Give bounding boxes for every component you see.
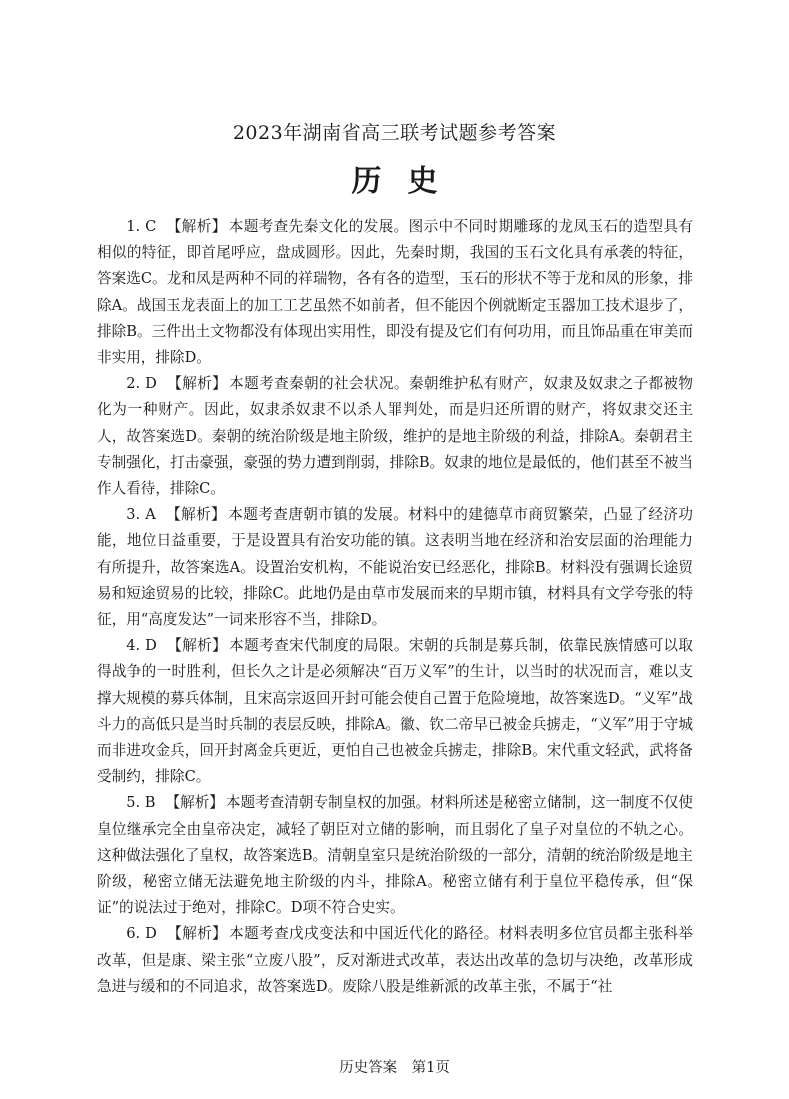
answer-choice: D (145, 375, 157, 393)
question-number: 6. (126, 925, 141, 943)
answer-item-4 (97, 633, 693, 790)
question-number: 1. (126, 218, 141, 235)
answer-item-5 (97, 790, 693, 921)
question-number: 3. (126, 506, 141, 524)
page-footer: 历史答案 第1页 (339, 1060, 450, 1076)
analysis-tag: 【解析】 (166, 637, 228, 655)
answer-choice: C (145, 218, 157, 235)
question-number: 5. (126, 794, 141, 812)
analysis-text: 本题考查秦朝的社会状况。秦朝维护私有财产，奴隶及奴隶之子都被物化为一种财产。因此，奴隶杀奴隶不以杀人罪判处，而是归还所谓的财产，将奴隶交还主人，故答案选D。秦朝的统治阶级是地主阶级，维护的是地主阶级的利益，排除A。秦朝君主专制强化，打击豪强，豪强的势力遭到削弱，排除B。奴隶的地位是最低的，他们甚至不被当作人看待，排除C。 (97, 375, 693, 498)
analysis-text: 本题考查清朝专制皇权的加强。材料所述是秘密立储制，这一制度不仅使皇位继承完全由皇帝决定，减轻了朝臣对立储的影响，而且弱化了皇子对皇位的不轨之心。这种做法强化了皇权，故答案选B。清朝皇室只是统治阶级的一部分，清朝的统治阶级是地主阶级，秘密立储无法避免地主阶级的内斗，排除A。秘密立储有利于皇位平稳传承，但“保证”的说法过于绝对，排除C。D项不符合史实。 (97, 794, 693, 917)
answer-item-3 (97, 502, 693, 633)
question-number: 2. (126, 375, 141, 393)
page-title: 2023年湖南省高三联考试题参考答案 (232, 122, 557, 144)
answer-item-1 (97, 214, 693, 371)
analysis-tag: 【解析】 (166, 218, 227, 235)
answer-choice: A (145, 506, 156, 524)
answer-choice: B (144, 794, 156, 812)
answer-list (97, 214, 693, 1000)
analysis-tag: 【解析】 (166, 925, 228, 943)
answer-item-6 (97, 921, 693, 1000)
answer-choice: D (145, 637, 157, 655)
question-number: 4. (126, 637, 141, 655)
analysis-text: 本题考查宋代制度的局限。宋朝的兵制是募兵制，依靠民族情感可以取得战争的一时胜利，但长久之计是必须解决“百万义军”的生计，以当时的状况而言，难以支撑大规模的募兵体制，且宋高宗返回开封可能会使自己置于危险境地，故答案选D。“义军”战斗力的高低只是当时兵制的表层反映，排除A。徽、钦二帝早已被金兵掳走，“义军”用于守城而非进攻金兵，回开封离金兵更近，更怕自己也被金兵掳走，排除B。宋代重文轻武，武将备受制约，排除C。 (97, 637, 693, 786)
analysis-text: 本题考查先秦文化的发展。图示中不同时期雕琢的龙凤玉石的造型具有相似的特征，即首尾呼应，盘成圆形。因此，先秦时期，我国的玉石文化具有承袭的特征，答案选C。龙和凤是两种不同的祥瑞物，各有各的造型，玉石的形状不等于龙和凤的形象，排除A。战国玉龙表面上的加工工艺虽然不如前者，但不能因个例就断定玉器加工技术退步了，排除B。三件出土文物都没有体现出实用性，即没有提及它们有何功用，而且饰品重在审美而非实用，排除D。 (97, 218, 693, 367)
analysis-tag: 【解析】 (165, 794, 224, 812)
analysis-text: 本题考查戊戌变法和中国近代化的路径。材料表明多位官员都主张科举改革，但是康、梁主张“立废八股”，反对渐进式改革，表达出改革的急切与决绝，改革形成急进与缓和的不同追求，故答案选D。废除八股是维新派的改革主张，不属于“社 (97, 925, 693, 995)
analysis-text: 本题考查唐朝市镇的发展。材料中的建德草市商贸繁荣，凸显了经济功能，地位日益重要，于是设置具有治安功能的镇。这表明当地在经济和治安层面的治理能力有所提升，故答案选A。设置治安机构，不能说治安已经恶化，排除B。材料没有强调长途贸易和短途贸易的比较，排除C。此地仍是由草市发展而来的早期市镇，材料具有文学夸张的特征，用“高度发达”一词来形容不当，排除D。 (97, 506, 693, 629)
analysis-tag: 【解析】 (165, 506, 227, 524)
answer-item-2 (97, 371, 693, 502)
subject-heading: 历史 (351, 164, 464, 199)
answer-choice: D (145, 925, 157, 943)
analysis-tag: 【解析】 (166, 375, 228, 393)
